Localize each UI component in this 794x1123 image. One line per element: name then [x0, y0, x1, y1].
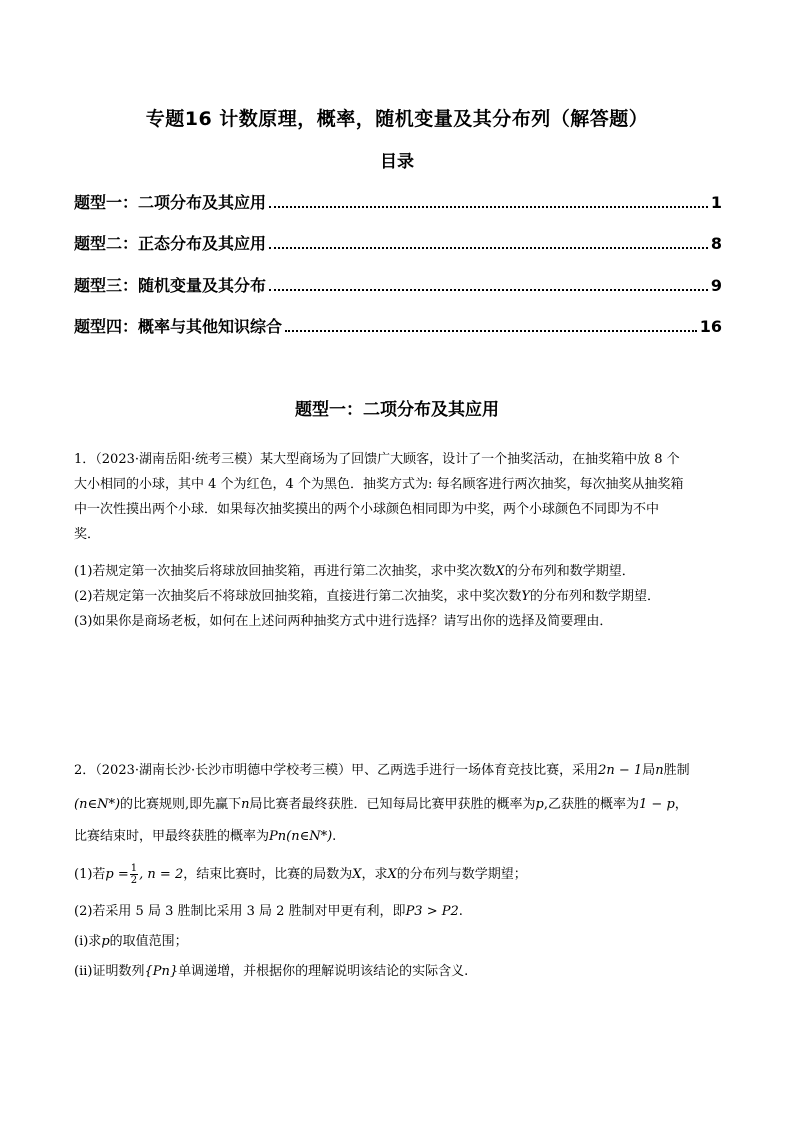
- text: 的分布列和数学期望．: [530, 589, 661, 604]
- text: 局比赛者最终获胜．已知每局比赛甲获胜的概率为: [249, 797, 536, 812]
- text: ，结束比赛时，比赛的局数为: [183, 867, 353, 882]
- math-expr: 2n − 1: [598, 763, 643, 778]
- q2-sub-2: [74, 900, 734, 924]
- q1-line-1: 1．（2023·湖南岳阳·统考三模）某大型商场为了回馈广大顾客，设计了一个抽奖活动，在抽奖箱中放 8 个: [74, 452, 680, 467]
- toc-heading: 目录: [380, 152, 414, 172]
- math-expr: (n∈N*): [74, 797, 121, 812]
- toc-entry-2[interactable]: [74, 231, 722, 254]
- toc-leader-dots: [269, 288, 708, 291]
- q2-sub-2-ii: [74, 960, 734, 984]
- math-expr: p =: [105, 867, 129, 882]
- text: 单调递增，并根据你的理解说明该结论的实际含义.: [178, 964, 469, 979]
- q2-sub-2-i: [74, 930, 734, 954]
- math-var: X: [387, 867, 397, 882]
- text: (i)求: [74, 934, 102, 949]
- math-expr: 1 − p: [639, 797, 675, 812]
- toc-entry-4[interactable]: [74, 314, 722, 337]
- math-expr: P3 > P2: [405, 904, 459, 919]
- math-var: X: [352, 867, 362, 882]
- math-expr: Pn(n∈N*): [269, 829, 333, 844]
- text: (ii)证明数列: [74, 964, 145, 979]
- text: (2)若采用 5 局 3 胜制比采用 3 局 2 胜制对甲更有利，即: [74, 904, 406, 919]
- toc-entry-page: 1: [710, 193, 722, 212]
- text: 胜制: [663, 763, 690, 778]
- toc-entry-label: 题型一：二项分布及其应用: [74, 193, 267, 212]
- toc-entry-1[interactable]: [74, 190, 722, 213]
- q1-sub-2: [74, 585, 734, 609]
- toc-entry-page: 9: [710, 276, 722, 295]
- q2-line-1: [74, 759, 734, 783]
- text: (2)若规定第一次抽奖后不将球放回抽奖箱，直接进行第二次抽奖，求中奖次数: [74, 589, 522, 604]
- toc-entry-page: 8: [710, 234, 722, 253]
- text: ，求: [361, 867, 388, 882]
- text: (1)若规定第一次抽奖后将球放回抽奖箱，再进行第二次抽奖，求中奖次数: [74, 564, 496, 579]
- toc-entry-label: 题型三：随机变量及其分布: [74, 276, 267, 295]
- q1-line-3: 中一次性摸出两个小球．如果每次抽奖摸出的两个小球颜色相同即为中奖，两个小球颜色不同即为不中: [74, 502, 660, 517]
- q2-line-2: [74, 793, 734, 817]
- q2-line-3: [74, 825, 734, 849]
- text: ,乙获胜的概率为: [543, 797, 640, 812]
- fraction-numerator: 1: [130, 863, 138, 874]
- toc-entry-page: 16: [699, 317, 722, 336]
- toc-entry-label: 题型四：概率与其他知识综合: [74, 317, 283, 336]
- math-var: n: [241, 797, 250, 812]
- q2-sub-1: [74, 863, 734, 887]
- math-var: p: [101, 934, 110, 949]
- fraction-denominator: 2: [130, 875, 138, 886]
- math-var: p: [535, 797, 544, 812]
- text: 的取值范围；: [109, 934, 188, 949]
- text: .: [332, 829, 337, 844]
- document-title: 专题16 计数原理，概率，随机变量及其分布列（解答题）: [145, 108, 649, 130]
- text: .: [458, 904, 463, 919]
- text: ，: [674, 797, 688, 812]
- text: 的比赛规则,即先赢下: [120, 797, 242, 812]
- toc-leader-dots: [269, 246, 708, 249]
- math-expr: , n = 2: [139, 867, 184, 882]
- text: 的分布列和数学期望．: [504, 564, 635, 579]
- math-var: Y: [521, 589, 531, 604]
- toc-entry-3[interactable]: [74, 273, 722, 296]
- text: 2．（2023·湖南长沙·长沙市明德中学校考三模）甲、乙两选手进行一场体育竞技比赛，采用: [74, 763, 599, 778]
- math-var: n: [655, 763, 664, 778]
- fraction: [130, 863, 138, 886]
- toc-leader-dots: [285, 329, 697, 332]
- toc-leader-dots: [269, 205, 708, 208]
- text: 局: [642, 763, 656, 778]
- section-heading: 题型一：二项分布及其应用: [295, 400, 499, 420]
- text: 比赛结束时，甲最终获胜的概率为: [74, 829, 270, 844]
- q1-line-4: 奖．: [74, 527, 101, 542]
- q1-sub-1: [74, 560, 734, 584]
- q1-line-2: 大小相同的小球，其中 4 个为红色，4 个为黑色．抽奖方式为: 每名顾客进行两次抽奖，每次抽奖从抽奖箱: [74, 477, 684, 492]
- text: (1)若: [74, 867, 106, 882]
- q1-sub-3: (3)如果你是商场老板，如何在上述问两种抽奖方式中进行选择？请写出你的选择及简要理由．: [74, 614, 613, 629]
- text: 的分布列与数学期望；: [396, 867, 527, 882]
- math-var: X: [495, 564, 505, 579]
- toc-entry-label: 题型二：正态分布及其应用: [74, 234, 267, 253]
- math-expr: {Pn}: [144, 964, 179, 979]
